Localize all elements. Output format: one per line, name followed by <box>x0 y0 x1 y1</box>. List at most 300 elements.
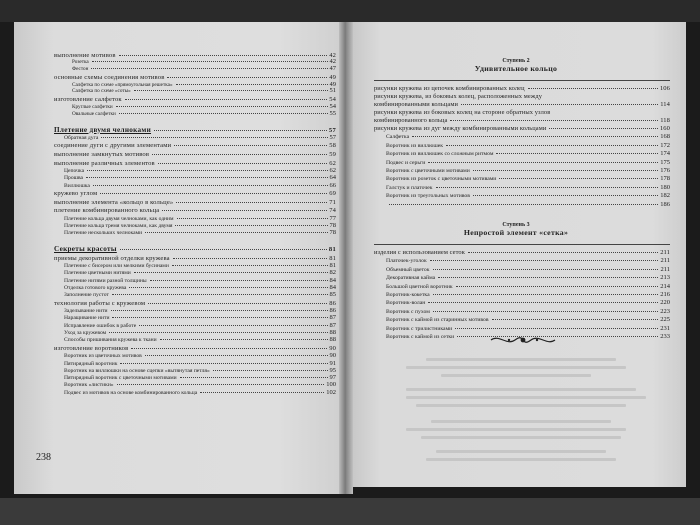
imprint-line <box>406 396 646 399</box>
toc-entry-page: 85 <box>329 291 336 299</box>
toc-entry-page: 95 <box>329 366 336 374</box>
toc-entry <box>54 284 336 291</box>
toc-dot-leader <box>433 269 659 270</box>
toc-dot-leader <box>528 88 658 89</box>
toc-dot-leader <box>172 265 328 266</box>
toc-entry-page: 100 <box>326 381 336 389</box>
toc-entry <box>374 323 670 331</box>
toc-dot-leader <box>457 336 658 337</box>
toc-entry-title: Платочек-уголок <box>386 258 427 265</box>
toc-entry-title: Воротник из виллюшек со сложным ритмом <box>386 151 494 158</box>
toc-entry <box>374 298 670 306</box>
toc-entry <box>374 248 670 256</box>
toc-entry-page: 211 <box>660 257 670 265</box>
toc-entry-title: рисунки кружева, из боковых колец, расположенных между <box>374 93 543 100</box>
toc-entry <box>374 140 670 148</box>
toc-entry <box>374 290 670 298</box>
toc-entry-title: Большой цветной воротник <box>386 283 453 290</box>
toc-dot-leader <box>167 77 327 78</box>
toc-entry-page: 81 <box>329 254 336 262</box>
toc-dot-leader <box>101 137 327 138</box>
toc-entry-page: 87 <box>329 314 336 322</box>
toc-dot-leader <box>100 193 327 194</box>
toc-entry-page: 84 <box>329 283 336 291</box>
toc-dot-leader <box>473 170 659 171</box>
toc-entry-page: 211 <box>660 265 670 273</box>
toc-entry <box>54 174 336 181</box>
toc-entry-page: 214 <box>660 282 670 290</box>
toc-entry-page: 106 <box>659 85 670 92</box>
toc-entry-page: 49 <box>329 80 336 88</box>
toc-entry-title: изделия с использованием сеток <box>374 249 465 256</box>
toc-entry-page: 180 <box>660 183 670 191</box>
left-page-toc <box>54 50 336 396</box>
toc-entry-page: 66 <box>329 181 336 189</box>
toc-entry-title: Воротник с каймой из старинных мотивов <box>386 317 489 324</box>
toc-dot-leader <box>436 187 659 188</box>
toc-entry-page: 82 <box>329 269 336 277</box>
toc-entry <box>54 103 336 110</box>
toc-entry-page: 182 <box>660 192 670 200</box>
toc-entry <box>374 132 670 140</box>
toc-entry-page: 71 <box>329 198 336 206</box>
toc-entry-title: Пятирядный воротник с цветочными мотивами <box>64 375 177 382</box>
toc-entry <box>374 191 670 199</box>
toc-entry-title: рисунки кружева из дуг между комбинированными кольцами <box>374 125 547 132</box>
toc-entry-title: выполнение замкнутых мотивов <box>54 151 150 159</box>
toc-dot-leader <box>499 178 658 179</box>
toc-entry-page: 42 <box>329 58 336 66</box>
toc-entry <box>54 307 336 314</box>
toc-entry-page: 97 <box>329 374 336 382</box>
toc-entry <box>54 141 336 150</box>
stage-3-number: Ступень 3 <box>502 222 530 228</box>
toc-entry-title: изготовление воротников <box>54 344 129 352</box>
toc-dot-leader <box>134 90 328 91</box>
toc-entry <box>54 381 336 388</box>
toc-entry <box>54 269 336 276</box>
toc-entry <box>54 262 336 269</box>
toc-dot-leader <box>173 258 327 259</box>
toc-entry-page: 54 <box>329 102 336 110</box>
stage-2-toc <box>374 84 670 208</box>
imprint-line <box>426 458 616 461</box>
toc-entry <box>54 291 336 298</box>
toc-entry-title: приемы декоративной отделки кружева <box>54 254 170 262</box>
toc-dot-leader <box>112 317 327 318</box>
toc-entry-title: выполнение мотивов <box>54 51 116 59</box>
toc-dot-leader <box>162 210 327 211</box>
toc-entry-title: Воротник с цветочными мотивами <box>386 167 470 174</box>
toc-dot-leader <box>177 218 328 219</box>
toc-entry <box>374 149 670 157</box>
toc-entry-title: Наращивание нити <box>64 315 110 322</box>
toc-entry-title: Плетение нитями разной толщины <box>64 277 147 284</box>
toc-entry-page: 211 <box>660 249 670 256</box>
toc-dot-leader <box>389 204 658 205</box>
toc-dot-leader <box>129 287 327 288</box>
imprint-line <box>426 358 616 361</box>
toc-entry <box>54 336 336 343</box>
toc-entry-page: 102 <box>326 388 336 396</box>
toc-dot-leader <box>145 355 328 356</box>
imprint-line <box>436 450 606 453</box>
toc-entry <box>54 81 336 88</box>
toc-entry-page: 233 <box>660 332 670 340</box>
stage-2-number: Ступень 2 <box>502 58 530 64</box>
toc-entry-page: 216 <box>660 290 670 298</box>
toc-entry-title: Отделка готового кружева <box>64 284 127 291</box>
toc-entry <box>54 72 336 81</box>
toc-entry-title: Салфетка по схеме «прямоугольная решетка» <box>72 81 173 88</box>
toc-dot-leader <box>176 202 327 203</box>
toc-entry-page: 54 <box>329 95 336 103</box>
toc-entry-title: Плетение кольца двумя челноками, как одним <box>64 215 174 222</box>
toc-dot-leader <box>213 370 328 371</box>
toc-entry-page: 174 <box>660 150 670 158</box>
toc-entry-page: 186 <box>660 200 670 208</box>
toc-entry <box>54 242 336 253</box>
toc-entry-title: Салфетка <box>386 134 410 141</box>
toc-entry-page: 64 <box>329 174 336 182</box>
toc-entry-page: 86 <box>329 299 336 307</box>
page-number: 238 <box>36 452 51 463</box>
toc-entry-page: 88 <box>329 329 336 337</box>
toc-dot-leader <box>87 170 327 171</box>
toc-entry-title: комбинированными кольцами <box>374 101 458 108</box>
toc-entry-title: Плетение двумя челноками <box>54 125 152 134</box>
toc-entry <box>374 315 670 323</box>
toc-entry <box>374 306 670 314</box>
toc-dot-leader <box>109 332 327 333</box>
toc-entry-page: 160 <box>659 125 670 132</box>
toc-dot-leader <box>116 106 328 107</box>
toc-dot-leader <box>111 310 328 311</box>
toc-dot-leader <box>120 363 327 364</box>
toc-entry <box>374 166 670 174</box>
toc-dot-leader <box>473 195 658 196</box>
toc-entry-title: Пятирядный воротник <box>64 360 118 367</box>
right-page <box>346 22 686 487</box>
toc-entry-title: кружево углом <box>54 190 98 198</box>
toc-entry-page: 69 <box>329 190 336 198</box>
toc-entry <box>374 256 670 264</box>
toc-entry <box>374 100 670 108</box>
toc-entry-title: Заполнение пустот <box>64 292 109 299</box>
toc-entry-title: Воротник на виллюшки на основе сцепки «вытянутая петля» <box>64 367 210 374</box>
toc-entry <box>54 149 336 158</box>
toc-entry-title: Воротник из цветочных мотивов <box>64 353 142 360</box>
toc-dot-leader <box>112 294 328 295</box>
toc-entry-page: 168 <box>660 133 670 141</box>
toc-entry-page: 47 <box>329 65 336 73</box>
toc-entry-page: 178 <box>660 175 670 183</box>
toc-entry <box>54 189 336 198</box>
toc-entry-page: 81 <box>329 262 336 270</box>
toc-entry-page: 57 <box>329 133 336 141</box>
toc-entry-title: плетение комбинированного кольца <box>54 207 160 215</box>
toc-dot-leader <box>456 286 659 287</box>
toc-entry-page: 55 <box>329 109 336 117</box>
toc-entry-page: 78 <box>329 229 336 237</box>
toc-entry <box>54 206 336 215</box>
toc-dot-leader <box>160 339 328 340</box>
toc-entry-page: 223 <box>660 307 670 315</box>
toc-entry <box>374 157 670 165</box>
toc-entry-title: Секреты красоты <box>54 245 117 254</box>
toc-entry-page: 62 <box>329 166 336 174</box>
imprint-line <box>406 366 626 369</box>
toc-dot-leader <box>412 136 658 137</box>
toc-entry <box>54 276 336 283</box>
toc-entry-page: 91 <box>329 359 336 367</box>
stage-3-toc <box>374 248 670 340</box>
toc-entry-title: Салфетка по схеме «соты» <box>72 88 131 95</box>
toc-entry <box>54 229 336 236</box>
toc-entry-page: 77 <box>329 214 336 222</box>
toc-entry-page: 58 <box>329 142 336 150</box>
toc-entry-title: Овальные салфетки <box>72 110 116 117</box>
toc-entry-title: технология работы с кружевом <box>54 299 146 307</box>
toc-entry <box>54 197 336 206</box>
toc-entry-title: Воротник-кокетка <box>386 291 430 298</box>
toc-entry-page: 225 <box>660 316 670 324</box>
toc-dot-leader <box>461 104 658 105</box>
toc-entry <box>54 352 336 359</box>
toc-entry-title: Розетка <box>72 59 89 66</box>
toc-entry-page: 51 <box>329 87 336 95</box>
toc-entry-title: выполнение различных элементов <box>54 159 155 167</box>
toc-entry-page: 176 <box>660 166 670 174</box>
toc-entry-title: Плетение цветными нитями <box>64 270 131 277</box>
toc-entry-title: Прошва <box>64 175 83 182</box>
toc-entry-title: Объемный цветок <box>386 266 430 273</box>
toc-entry-title: Воротник «листики» <box>64 382 114 389</box>
stage-2-title: Удивительное кольцо <box>474 64 558 73</box>
toc-entry-title: Виллюшка <box>64 182 90 189</box>
toc-entry-title: Воротник из виллюшек <box>386 142 444 149</box>
stage-3-rule <box>374 244 670 245</box>
toc-dot-leader <box>154 130 327 131</box>
stage-2-heading <box>346 58 686 73</box>
stage-3-title: Непростой элемент «сетка» <box>463 228 569 237</box>
toc-entry-title: Фестон <box>72 66 89 73</box>
stage-2-rule <box>374 80 670 81</box>
imprint-line <box>406 388 636 391</box>
toc-entry <box>374 124 670 132</box>
toc-entry-page: 175 <box>660 158 670 166</box>
toc-entry <box>54 388 336 395</box>
imprint-line <box>406 428 626 431</box>
toc-entry-title: Заделывание нити <box>64 308 108 315</box>
toc-dot-leader <box>152 154 327 155</box>
toc-dot-leader <box>180 377 328 378</box>
toc-dot-leader <box>438 277 658 278</box>
toc-entry <box>54 222 336 229</box>
toc-entry-page: 87 <box>329 321 336 329</box>
toc-entry-title: Галстук и платочек <box>386 184 433 191</box>
toc-entry-title: Воротник с каймой из сетки <box>386 333 455 340</box>
toc-entry-title: рисунки кружева из боковых колец на стороне обратных узлов <box>374 109 551 116</box>
toc-entry <box>374 264 670 272</box>
toc-dot-leader <box>492 319 659 320</box>
toc-dot-leader <box>455 328 658 329</box>
toc-entry-page: 81 <box>328 246 336 254</box>
toc-dot-leader <box>125 99 327 100</box>
toc-entry-title: соединение дуги с другими элементами <box>54 142 172 150</box>
stage-3-heading <box>346 222 686 237</box>
toc-entry-page: 231 <box>660 324 670 332</box>
toc-dot-leader <box>430 260 659 261</box>
toc-entry <box>54 134 336 141</box>
toc-entry-page: 172 <box>660 141 670 149</box>
imprint-line <box>421 436 621 439</box>
toc-entry <box>374 281 670 289</box>
toc-entry <box>374 174 670 182</box>
toc-entry-page: 86 <box>329 307 336 315</box>
toc-entry-title: Плетение нескольких челноками <box>64 230 143 237</box>
left-page <box>14 22 344 494</box>
toc-entry-title: изготовление салфеток <box>54 95 122 103</box>
toc-entry <box>54 343 336 352</box>
toc-dot-leader <box>150 280 328 281</box>
toc-entry <box>54 253 336 262</box>
toc-entry-title: Круглые салфетки <box>72 103 113 110</box>
toc-entry <box>374 273 670 281</box>
toc-dot-leader <box>174 145 327 146</box>
book-gutter <box>339 22 353 494</box>
toc-entry-title: Плетение кольца тремя челноками, как двумя <box>64 222 173 229</box>
toc-entry <box>54 374 336 381</box>
toc-dot-leader <box>450 120 658 121</box>
imprint-line <box>441 374 591 377</box>
toc-entry-title: основные схемы соединения мотивов <box>54 73 165 81</box>
toc-dot-leader <box>117 384 325 385</box>
toc-entry <box>54 321 336 328</box>
toc-dot-leader <box>446 145 658 146</box>
toc-dot-leader <box>91 68 327 69</box>
imprint-line <box>431 420 611 423</box>
background-fabric-top <box>0 0 700 22</box>
toc-entry-title: Воротник с трилистниками <box>386 325 453 332</box>
toc-dot-leader <box>200 392 324 393</box>
toc-entry-page: 90 <box>329 344 336 352</box>
open-book <box>14 22 686 494</box>
toc-dot-leader <box>428 162 658 163</box>
toc-entry <box>54 359 336 366</box>
toc-dot-leader <box>428 302 658 303</box>
toc-entry-title: Обратная дуга <box>64 134 99 141</box>
toc-dot-leader <box>134 272 328 273</box>
toc-dot-leader <box>119 113 328 114</box>
toc-entry <box>54 329 336 336</box>
toc-dot-leader <box>86 177 328 178</box>
toc-entry <box>54 167 336 174</box>
imprint-line <box>416 404 626 407</box>
toc-entry <box>54 314 336 321</box>
toc-entry <box>374 84 670 92</box>
toc-dot-leader <box>496 153 658 154</box>
toc-entry-page: 42 <box>329 51 336 59</box>
toc-entry <box>54 94 336 103</box>
toc-entry-page: 114 <box>660 101 670 108</box>
toc-entry-title: комбинированного кольца <box>374 117 448 124</box>
toc-entry-page: 74 <box>329 207 336 215</box>
toc-dot-leader <box>175 225 327 226</box>
toc-entry-title: Воротник из розеток с цветочными мотивами <box>386 176 497 183</box>
toc-entry-title: Воротник из треугольных мотивов <box>386 193 470 200</box>
toc-entry-page: 213 <box>660 274 670 282</box>
toc-entry-title: Подвес и серьги <box>386 159 426 166</box>
toc-dot-leader <box>92 61 328 62</box>
toc-entry-title: Воротник с пухом <box>386 308 430 315</box>
toc-entry <box>54 367 336 374</box>
toc-dot-leader <box>119 55 328 56</box>
toc-dot-leader <box>145 232 327 233</box>
toc-entry <box>374 92 670 100</box>
toc-entry-title: Декоративная кайма <box>386 275 436 282</box>
toc-dot-leader <box>468 252 658 253</box>
toc-entry <box>54 158 336 167</box>
toc-entry <box>54 88 336 95</box>
toc-dot-leader <box>131 348 327 349</box>
toc-entry-title: Цепочка <box>64 167 85 174</box>
toc-entry <box>374 108 670 116</box>
toc-entry-title: Способы пришивания кружева к ткани <box>64 337 157 344</box>
toc-dot-leader <box>93 185 328 186</box>
toc-entry <box>54 214 336 221</box>
toc-entry <box>374 116 670 124</box>
toc-entry-page: 59 <box>329 151 336 159</box>
toc-entry-page: 220 <box>660 299 670 307</box>
toc-entry-title: Подвес из мотивов на основе комбинированного кольца <box>64 389 198 396</box>
toc-entry <box>54 50 336 59</box>
toc-entry-title: Плетение с бисером или мелкими бусинами <box>64 263 169 270</box>
ornament-divider-icon <box>489 332 557 348</box>
toc-dot-leader <box>549 128 658 129</box>
toc-entry-page: 62 <box>329 159 336 167</box>
background-fabric-bottom <box>0 498 700 525</box>
toc-dot-leader <box>148 303 327 304</box>
toc-dot-leader <box>433 294 659 295</box>
toc-entry <box>54 181 336 188</box>
toc-entry <box>374 199 670 207</box>
toc-entry <box>54 110 336 117</box>
toc-entry-title: выполнение элемента «кольцо в кольце» <box>54 198 174 206</box>
toc-entry-page: 84 <box>329 276 336 284</box>
toc-entry-title: Исправление ошибок в работе <box>64 322 137 329</box>
toc-dot-leader <box>139 325 327 326</box>
toc-entry-page: 90 <box>329 352 336 360</box>
toc-dot-leader <box>176 84 328 85</box>
toc-entry-page: 49 <box>329 73 336 81</box>
toc-entry <box>374 182 670 190</box>
toc-entry-title: Уход за кружевом <box>64 330 107 337</box>
toc-entry-page: 118 <box>660 117 670 124</box>
toc-dot-leader <box>433 311 658 312</box>
toc-entry <box>54 298 336 307</box>
toc-entry <box>54 59 336 66</box>
toc-entry <box>54 123 336 134</box>
toc-entry-page: 78 <box>329 221 336 229</box>
toc-entry-title: Воротник-волан <box>386 300 426 307</box>
toc-entry-page: 57 <box>328 126 336 134</box>
toc-entry-title: рисунки кружева из цепочек комбинированных колец <box>374 85 525 92</box>
toc-entry-page: 88 <box>329 336 336 344</box>
toc-dot-leader <box>120 249 327 250</box>
toc-dot-leader <box>158 163 327 164</box>
toc-entry <box>54 65 336 72</box>
